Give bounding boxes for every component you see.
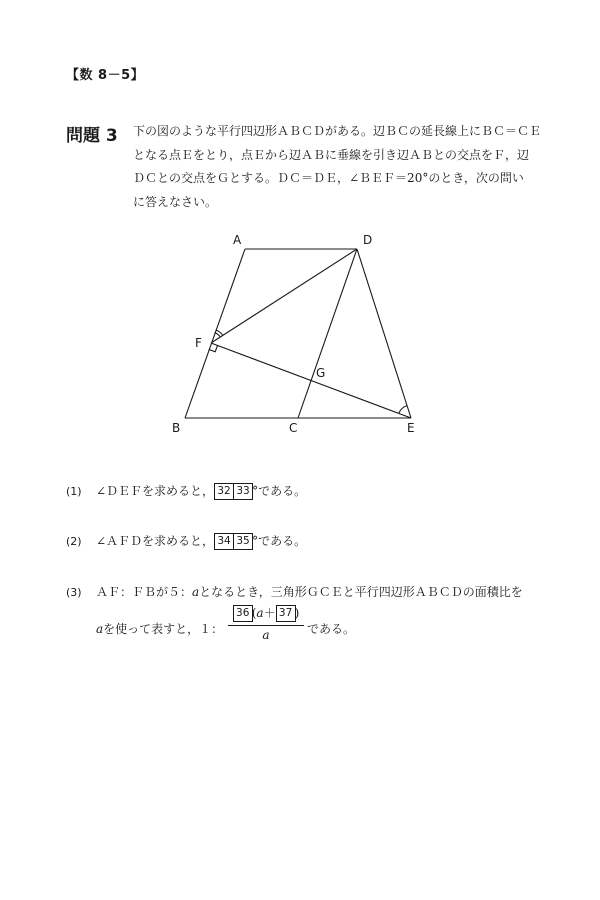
label-a: A <box>233 233 242 247</box>
answer-box-35[interactable]: 35 <box>233 533 253 550</box>
fraction-numerator <box>228 604 304 622</box>
question-3 <box>66 583 523 600</box>
fraction-denominator: a <box>262 628 270 642</box>
answer-box-33[interactable]: 33 <box>233 483 253 500</box>
label-b: B <box>172 421 181 435</box>
question-number: (3) <box>66 586 82 599</box>
question-text-cont: となるとき，三角形ＧＣＥと平行四辺形ＡＢＣＤの面積比を <box>199 585 523 599</box>
answer-box-37[interactable]: 37 <box>276 605 296 622</box>
label-d: D <box>363 233 373 247</box>
statement-line: となる点Ｅをとり，点Ｅから辺ＡＢに垂線を引き辺ＡＢとの交点をＦ，辺 <box>133 147 530 162</box>
question-number: (2) <box>66 535 82 548</box>
segment-df <box>211 249 357 343</box>
fraction-bar <box>228 625 304 626</box>
question-2 <box>66 532 306 550</box>
answer-box-36[interactable]: 36 <box>233 605 253 622</box>
ratio-fraction <box>228 604 304 642</box>
angle-arc-f <box>216 330 223 336</box>
statement-line: ＤＣとの交点をＧとする。ＤＣ＝ＤＥ，∠ＢＥＦ＝20°のとき，次の問い <box>133 171 524 185</box>
variable-a: a <box>192 585 200 599</box>
statement-line: に答えなさい。 <box>133 194 218 209</box>
label-c: C <box>289 421 298 435</box>
question-suffix: °である。 <box>252 484 307 498</box>
question-3-line-2 <box>96 620 223 637</box>
question-1 <box>66 482 306 500</box>
statement-line: 下の図のような平行四辺形ＡＢＣＤがある。辺ＢＣの延長線上にＢＣ＝ＣＥ <box>133 124 542 138</box>
problem-number: 問題 3 <box>66 126 118 146</box>
question-text: ∠ＤＥＦを求めると， <box>96 484 215 498</box>
segment-de <box>357 249 411 418</box>
label-f: F <box>195 336 202 350</box>
segment-dc <box>298 249 357 418</box>
question-suffix: °である。 <box>252 534 307 548</box>
segment-fe <box>211 343 411 418</box>
question-3-suffix: である。 <box>307 622 356 636</box>
answer-box-34[interactable]: 34 <box>214 533 234 550</box>
question-number: (1) <box>66 485 82 498</box>
label-g: G <box>316 366 326 380</box>
segment-ab <box>185 249 245 418</box>
answer-box-32[interactable]: 32 <box>214 483 234 500</box>
question-text: を使って表すと，１： <box>103 622 224 636</box>
plus-sign: ＋ <box>263 606 276 620</box>
angle-arc-e <box>399 406 407 414</box>
paren-close: ) <box>294 606 300 620</box>
page-header: 【数 8－5】 <box>66 68 145 83</box>
paren-open: ( <box>251 606 257 620</box>
question-text: ∠ＡＦＤを求めると， <box>96 534 215 548</box>
angle-arc-f-inner <box>215 333 221 337</box>
variable-a: a <box>96 622 104 636</box>
variable-a: a <box>256 606 264 620</box>
question-text: ＡＦ：ＦＢが５： <box>96 585 193 599</box>
label-e: E <box>407 421 415 435</box>
